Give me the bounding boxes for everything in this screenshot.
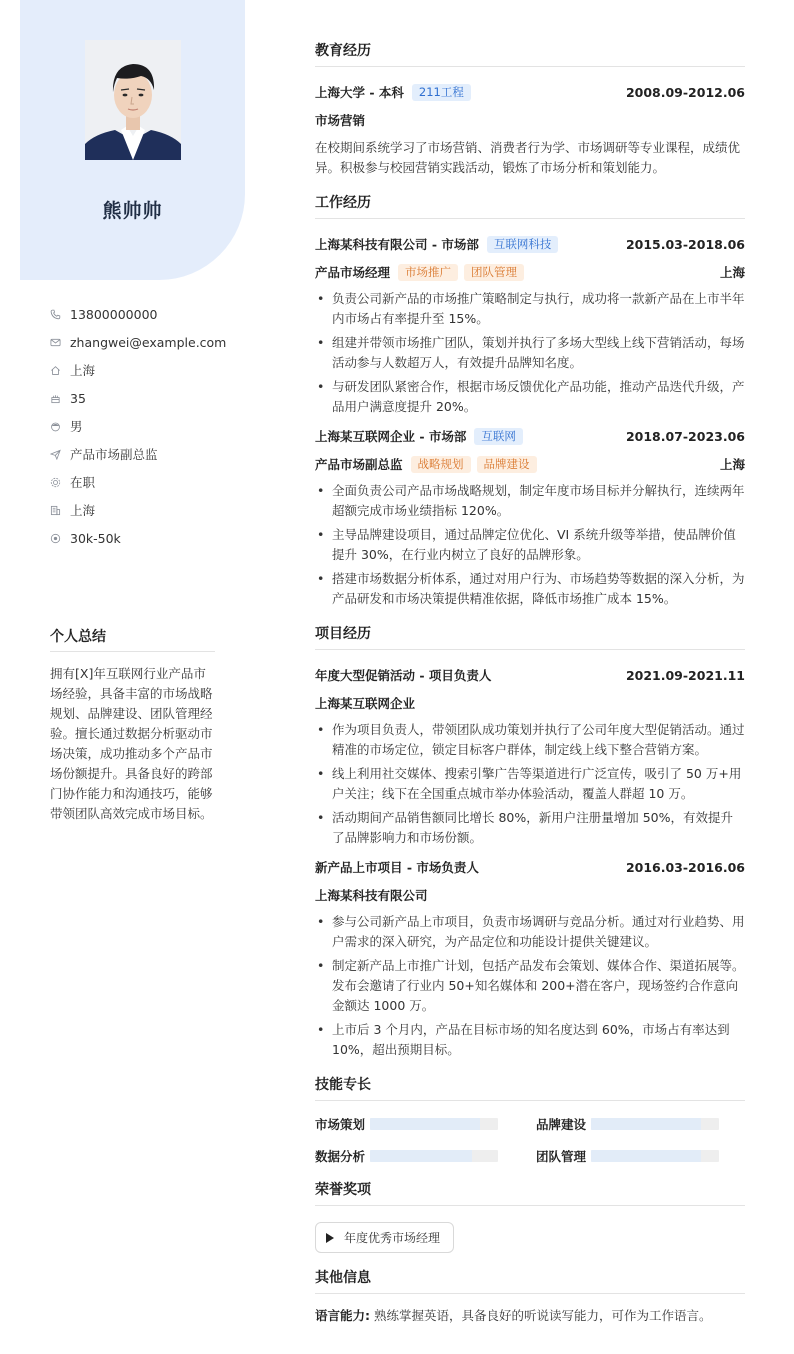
avatar-photo <box>85 40 181 160</box>
awards-section <box>315 1179 745 1253</box>
major-name: 市场营销 <box>315 113 366 128</box>
skill-item <box>315 1115 536 1133</box>
education-section <box>315 40 745 178</box>
summary-section <box>50 626 215 824</box>
project-org-row <box>315 886 745 904</box>
contact-home <box>50 356 250 384</box>
contact-phone <box>50 300 250 328</box>
school-name: 上海大学 - 本科 <box>315 85 404 100</box>
contact-value: 产品市场副总监 <box>70 447 158 462</box>
contact-status <box>50 468 250 496</box>
skill-fill <box>591 1118 701 1130</box>
contact-value: 男 <box>70 419 83 434</box>
project-bullets <box>315 912 745 1060</box>
school-tag: 211工程 <box>412 84 471 101</box>
email-icon <box>50 337 70 348</box>
role-name: 产品市场副总监 <box>315 457 403 472</box>
project-org-row <box>315 694 745 712</box>
home-icon <box>50 365 70 376</box>
list-item: • 主导品牌建设项目，通过品牌定位优化、VI 系统升级等举措，使品牌价值提升 30%，在行业内树立了良好的品牌形象。 <box>315 525 745 565</box>
contact-value: 在职 <box>70 475 96 490</box>
company-name: 上海某科技有限公司 - 市场部 <box>315 237 479 252</box>
skill-bar <box>370 1118 498 1130</box>
list-item: • 制定新产品上市推广计划，包括产品发布会策划、媒体合作、渠道拓展等。发布会邀请了行业内 50+知名媒体和 200+潜在客户，现场签约合作意向金额达 1000 万。 <box>315 956 745 1016</box>
age-icon <box>50 393 70 404</box>
summary-text: 拥有[X]年互联网行业产品市场经验，具备丰富的市场战略规划、品牌建设、团队管理经验。擅长通过数据分析驱动市场决策，成功推动多个产品市场份额提升。具备良好的跨部门协作能力和沟通技巧，能够带领团队高效完成市场目标。 <box>50 666 213 821</box>
contact-list <box>50 300 250 552</box>
work-location: 上海 <box>719 457 745 472</box>
project-org: 上海某互联网企业 <box>315 696 416 711</box>
contact-value: 35 <box>70 390 86 406</box>
play-icon <box>326 1233 334 1243</box>
project-item <box>315 858 745 1060</box>
skill-bar <box>370 1150 498 1162</box>
work-bullets <box>315 481 745 609</box>
major <box>315 111 745 129</box>
projects-section <box>315 623 745 1060</box>
list-item: • 活动期间产品销售额同比增长 80%，新用户注册量增加 50%，有效提升了品牌影响力和市场份额。 <box>315 808 745 848</box>
skill-item <box>536 1115 745 1133</box>
contact-salary <box>50 524 250 552</box>
work-location: 上海 <box>719 265 745 280</box>
skill-fill <box>370 1150 472 1162</box>
project-date: 2021.09-2021.11 <box>625 667 745 683</box>
project-header <box>315 666 745 684</box>
skill-name: 数据分析 <box>315 1149 366 1164</box>
work-bullets <box>315 289 745 417</box>
work-date: 2015.03-2018.06 <box>625 236 745 252</box>
list-item: • 负责公司新产品的市场推广策略制定与执行，成功将一款新产品在上市半年内市场占有率提升至 15%。 <box>315 289 745 329</box>
role-tag: 市场推广 <box>398 264 458 281</box>
contact-email <box>50 328 250 356</box>
role-name: 产品市场经理 <box>315 265 391 280</box>
other-info-line <box>315 1306 745 1324</box>
list-item: • 全面负责公司产品市场战略规划，制定年度市场目标并分解执行，连续两年超额完成市场业绩指标 120%。 <box>315 481 745 521</box>
project-date: 2016.03-2016.06 <box>625 859 745 875</box>
list-item: • 上市后 3 个月内，产品在目标市场的知名度达到 60%，市场占有率达到 10%，超出预期目标。 <box>315 1020 745 1060</box>
role-tag: 团队管理 <box>464 264 524 281</box>
award-item[interactable] <box>315 1222 454 1253</box>
company-name: 上海某互联网企业 - 市场部 <box>315 429 467 444</box>
section-title: 工作经历 <box>315 192 745 219</box>
status-icon <box>50 477 70 488</box>
contact-value: zhangwei@example.com <box>70 334 227 350</box>
summary-title: 个人总结 <box>50 626 215 652</box>
skill-bar <box>591 1150 719 1162</box>
role-tag: 品牌建设 <box>477 456 537 473</box>
list-item: • 参与公司新产品上市项目，负责市场调研与竞品分析。通过对行业趋势、用户需求的深入研究，为产品定位和功能设计提供关键建议。 <box>315 912 745 952</box>
skills-section <box>315 1074 745 1165</box>
education-date: 2008.09-2012.06 <box>625 84 745 100</box>
other-value: 熟练掌握英语，具备良好的听说读写能力，可作为工作语言。 <box>373 1308 712 1323</box>
project-org: 上海某科技有限公司 <box>315 888 428 903</box>
industry-tag: 互联网 <box>474 428 523 445</box>
list-item: • 搭建市场数据分析体系，通过对用户行为、市场趋势等数据的深入分析，为产品研发和市场决策提供精准依据，降低市场推广成本 15%。 <box>315 569 745 609</box>
skill-fill <box>370 1118 480 1130</box>
education-header <box>315 83 745 101</box>
industry-tag: 互联网科技 <box>487 236 559 253</box>
work-header <box>315 235 745 253</box>
send-icon <box>50 449 70 460</box>
list-item: • 与研发团队紧密合作，根据市场反馈优化产品功能，推动产品迭代升级，产品用户满意度提升 20%。 <box>315 377 745 417</box>
work-section <box>315 192 745 609</box>
project-bullets <box>315 720 745 848</box>
salary-icon <box>50 533 70 544</box>
work-item <box>315 235 745 417</box>
other-section <box>315 1267 745 1324</box>
contact-value: 上海 <box>70 363 96 378</box>
section-title: 项目经历 <box>315 623 745 650</box>
award-label: 年度优秀市场经理 <box>344 1231 441 1245</box>
contact-value: 上海 <box>70 503 96 518</box>
list-item: • 线上利用社交媒体、搜索引擎广告等渠道进行广泛宣传，吸引了 50 万+用户关注；线下在全国重点城市举办体验活动，覆盖人群超 10 万。 <box>315 764 745 804</box>
work-header <box>315 427 745 445</box>
project-item <box>315 666 745 848</box>
other-label: 语言能力: <box>315 1308 370 1323</box>
phone-icon <box>50 309 70 320</box>
contact-age <box>50 384 250 412</box>
contact-value: 13800000000 <box>70 306 158 322</box>
section-title: 教育经历 <box>315 40 745 67</box>
role-tag: 战略规划 <box>411 456 471 473</box>
work-role-row <box>315 263 745 281</box>
candidate-name: 熊帅帅 <box>102 200 163 222</box>
skill-name: 品牌建设 <box>536 1117 587 1132</box>
contact-value: 30k-50k <box>70 530 121 546</box>
contact-gender <box>50 412 250 440</box>
work-date: 2018.07-2023.06 <box>625 428 745 444</box>
list-item: • 作为项目负责人，带领团队成功策划并执行了公司年度大型促销活动。通过精准的市场定位，锁定目标客户群体，制定线上线下整合营销方案。 <box>315 720 745 760</box>
project-header <box>315 858 745 876</box>
project-name: 新产品上市项目 - 市场负责人 <box>315 860 479 875</box>
skill-fill <box>591 1150 701 1162</box>
contact-position <box>50 440 250 468</box>
sidebar <box>0 0 260 1354</box>
skill-name: 团队管理 <box>536 1149 587 1164</box>
work-role-row <box>315 455 745 473</box>
project-name: 年度大型促销活动 - 项目负责人 <box>315 668 492 683</box>
education-description: 在校期间系统学习了市场营销、消费者行为学、市场调研等专业课程，成绩优异。积极参与校园营销实践活动，锻炼了市场分析和策划能力。 <box>315 140 741 175</box>
work-item <box>315 427 745 609</box>
building-icon <box>50 505 70 516</box>
skill-item <box>315 1147 536 1165</box>
section-title: 其他信息 <box>315 1267 745 1294</box>
main-content <box>315 40 745 1338</box>
contact-city <box>50 496 250 524</box>
skill-item <box>536 1147 745 1165</box>
list-item: • 组建并带领市场推广团队，策划并执行了多场大型线上线下营销活动，每场活动参与人数超万人，有效提升品牌知名度。 <box>315 333 745 373</box>
skills-grid <box>315 1115 745 1165</box>
section-title: 技能专长 <box>315 1074 745 1101</box>
gender-icon <box>50 421 70 432</box>
skill-bar <box>591 1118 719 1130</box>
section-title: 荣誉奖项 <box>315 1179 745 1206</box>
skill-name: 市场策划 <box>315 1117 366 1132</box>
avatar <box>85 40 181 160</box>
